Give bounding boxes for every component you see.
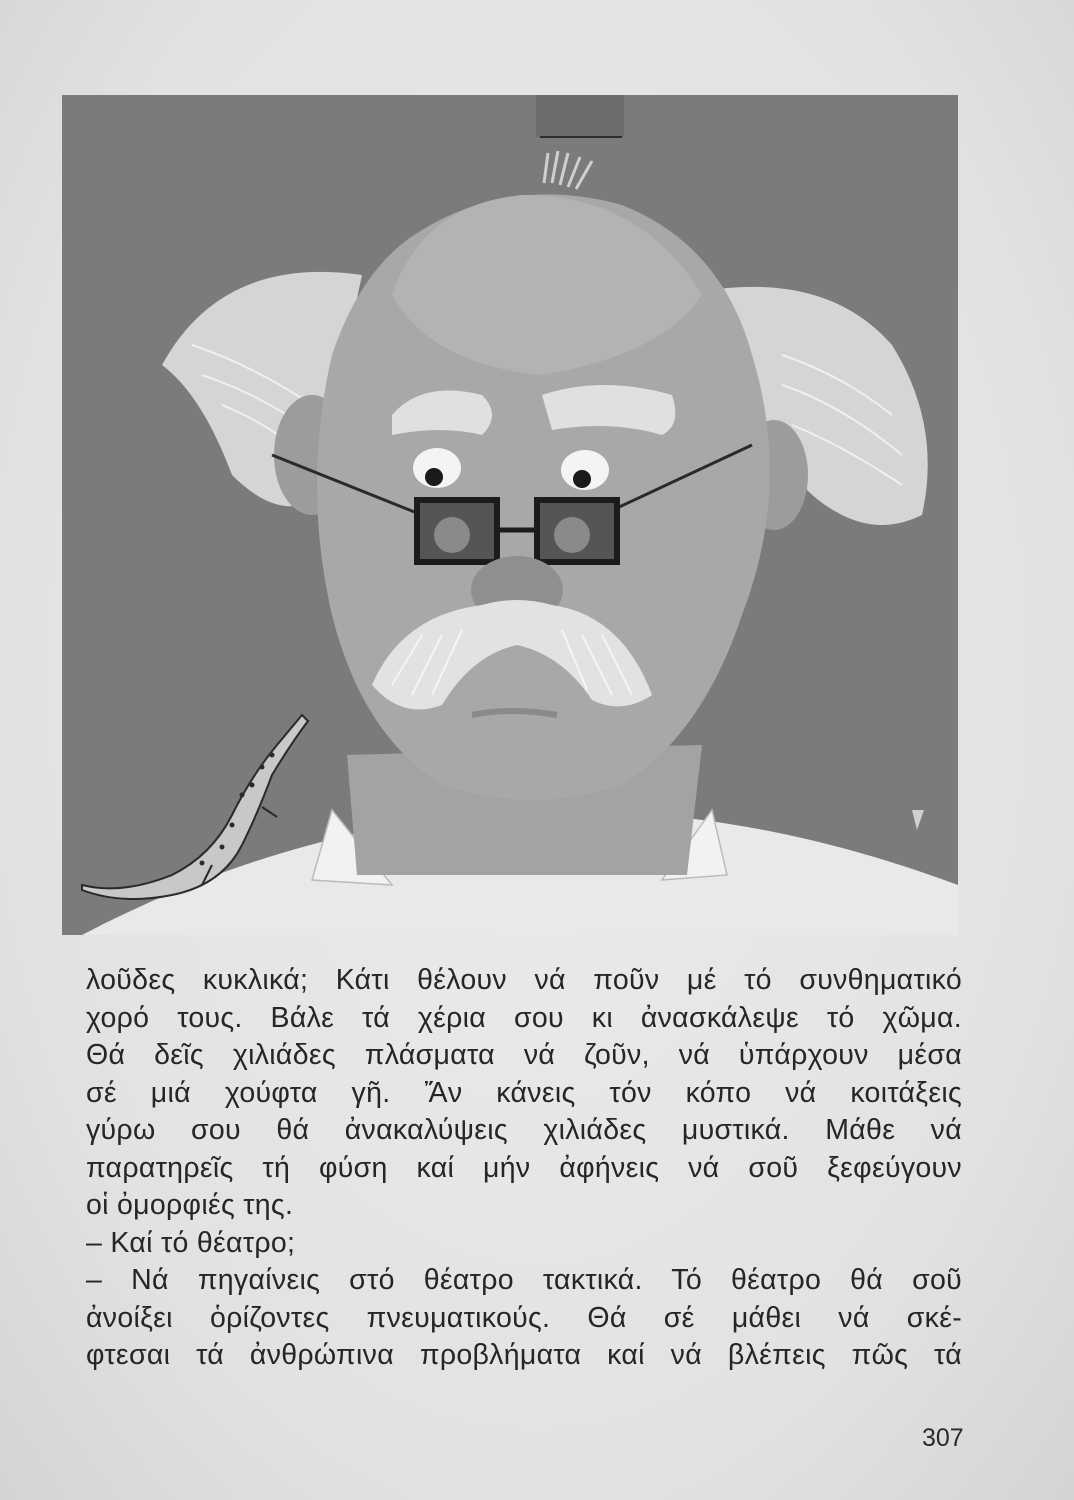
hair-tuft (544, 151, 592, 189)
illustration (62, 95, 958, 935)
text-line: ἀνοίξει ὁρίζοντες πνευματικούς. Θά σέ μάθει νά σκέ- (86, 1301, 962, 1334)
body-text (86, 962, 962, 1375)
paper-tab (536, 95, 624, 137)
text-line: γύρω σου θά ἀνακαλύψεις χιλιάδες μυστικά. Μάθε νά (86, 1114, 962, 1146)
dialogue-line: – Καί τό θέατρο; (86, 1226, 296, 1259)
text-line: Θά δεῖς χιλιάδες πλάσματα νά ζοῦν, νά ὑπάρχουν μέσα (86, 1039, 962, 1071)
dialogue-line: – Νά πηγαίνεις στό θέατρο τακτικά. Τό θέατρο θά σοῦ (86, 1264, 962, 1296)
text-line: φτεσαι τά ἀνθρώπινα προβλήματα καί νά βλέπεις πῶς τά (86, 1339, 962, 1371)
text-line: παρατηρεῖς τή φύση καί μήν ἀφήνεις νά σοῦ ξεφεύγουν (86, 1151, 962, 1184)
text-line: χορό τους. Βάλε τά χέρια σου κι ἀνασκάλεψε τό χῶμα. (86, 1001, 962, 1034)
old-man-portrait (62, 95, 958, 935)
text-line: λοῦδες κυκλικά; Κάτι θέλουν νά ποῦν μέ τό συνθηματικό (86, 964, 962, 996)
page-number: 307 (922, 1424, 964, 1452)
text-line: οἱ ὀμορφιές της. (86, 1189, 294, 1221)
text-line: σέ μιά χούφτα γῆ. Ἄν κάνεις τόν κόπο νά κοιτάξεις (86, 1076, 962, 1109)
